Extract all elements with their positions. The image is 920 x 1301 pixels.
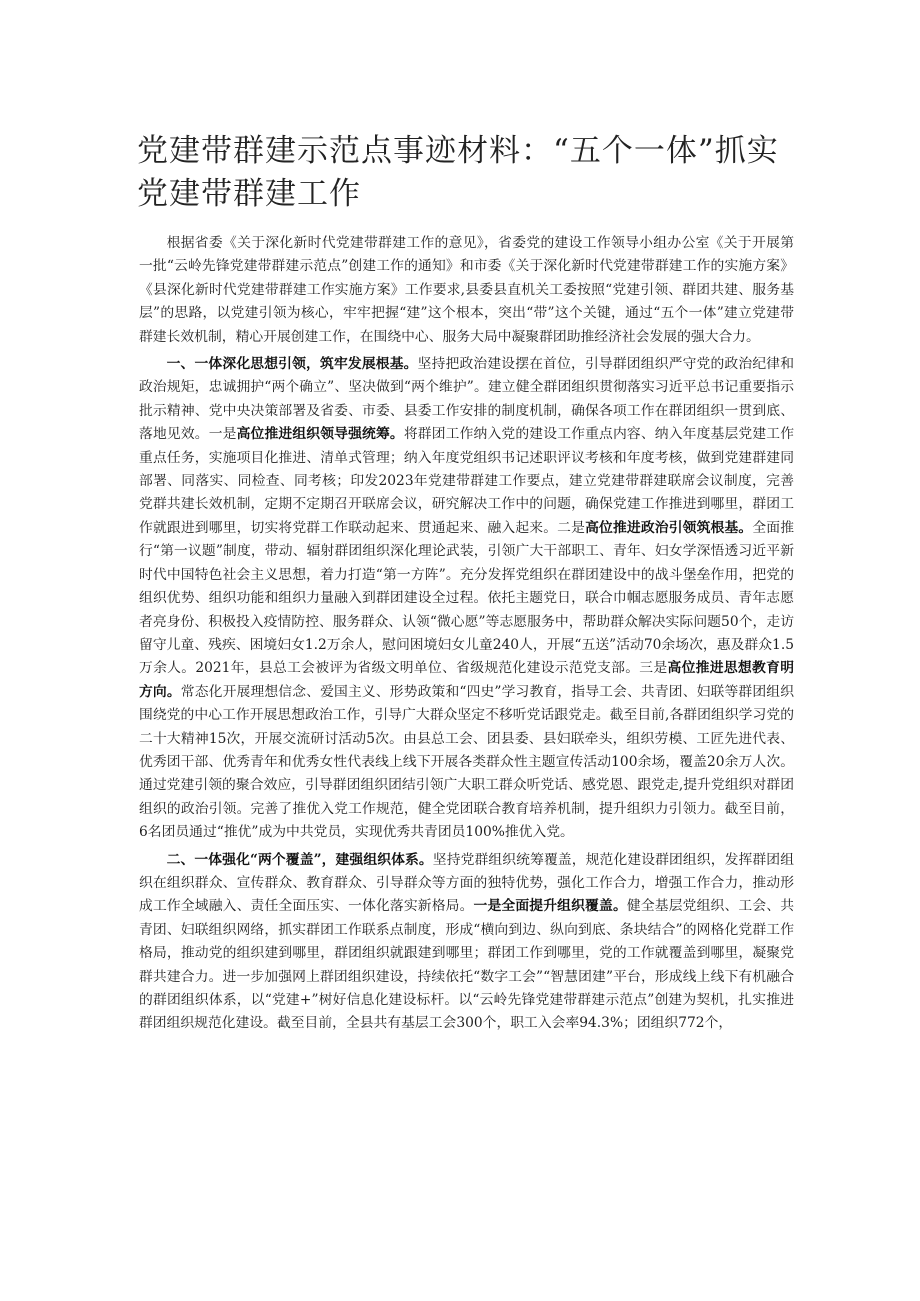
bold-heading-run: 高位推进思想教育明方向。 — [139, 660, 794, 700]
bold-heading-run: 一是全面提升组织覆盖。 — [473, 898, 627, 915]
text-run: 根据省委《关于深化新时代党建带群建工作的意见》，省委党的建设工作领导小组办公室《关于开展第一批“云岭先锋党建带群建示范点”创建工作的通知》和市委《关于深化新时代党建带群建工作的实施方案》《县深化新时代党建带群建工作实施方案》工作要求,县委县直机关工委按照“党建引领、群团共建、服务基层”的思路，以党建引领为核心，牢牢把握“建”这个根本，突出“带”这个关键，通过“五个一体”建立党建带群建长效机制，精心开展创建工作，在围绕中心、服务大局中凝聚群团助推经济社会发展的强大合力。 — [139, 235, 794, 345]
document-body — [139, 232, 794, 1040]
text-run: 全面推行“第一议题”制度，带动、辐射群团组织深化理论武装，引领广大干部职工、青年、妇女学深悟透习近平新时代中国特色社会主义思想，着力打造“第一方阵”。充分发挥党组织在群团建设中的战斗堡垒作用，把党的组织优势、组织功能和组织力量融入到群团建设全过程。依托主题党日，联合巾帼志愿服务成员、青年志愿者亮身份、积极投入疫情防控、服务群众、认领“微心愿”等志愿服务中，帮助群众解决实际问题50个，走访留守儿童、残疾、困境妇女1.2万余人，慰问困境妇女儿童240人，开展“五送”活动70余场次，惠及群众1.5万余人。2021年，县总工会被评为省级文明单位、省级规范化建设示范党支部。三是 — [139, 519, 795, 677]
text-run: 常态化开展理想信念、爱国主义、形势政策和“四史”学习教育，指导工会、共青团、妇联等群团组织围绕党的中心工作开展思想政治工作，引导广大群众坚定不移听党话跟党走。截至目前,各群团组织学习党的二十大精神15次，开展交流研讨活动5次。由县总工会、团县委、县妇联牵头，组织劳模、工匠先进代表、优秀团干部、优秀青年和优秀女性代表线上线下开展各类群众性主题宣传活动100余场，覆盖20余万人次。通过党建引领的聚合效应，引导群团组织团结引领广大职工群众听党话、感党恩、跟党走,提升党组织对群团组织的政治引领。完善了推优入党工作规范，健全党团联合教育培养机制，提升组织力引领力。截至目前，6名团员通过“推优”成为中共党员，实现优秀共青团员100%推优入党。 — [139, 683, 795, 841]
text-run: 将群团工作纳入党的建设工作重点内容、纳入年度基层党建工作重点任务，实施项目化推进、清单式管理；纳入年度党组织书记述职评议考核和年度考核，做到党建群建同部署、同落实、同检查、同考核；印发2023年党建带群建工作要点，建立党建带群建联席会议制度，完善党群共建长效机制，定期不定期召开联席会议，研究解决工作中的问题，确保党建工作推进到哪里，群团工作就跟进到哪里，切实将党群工作联动起来、贯通起来、融入起来。二是 — [139, 426, 795, 536]
text-run: 坚持把政治建设摆在首位，引导群团组织严守党的政治纪律和政治规矩，忠诚拥护“两个确立”、坚决做到“两个维护”。建立健全群团组织贯彻落实习近平总书记重要指示批示精神、党中央决策部署及省委、市委、县委工作安排的制度机制，确保各项工作在群团组织一贯到底、落地见效。一是 — [139, 356, 795, 443]
text-run: 健全基层党组织、工会、共青团、妇联组织网络，抓实群团工作联系点制度，形成“横向到边、纵向到底、条块结合”的网格化党群工作格局，推动党的组织建到哪里，群团组织就跟建到哪里；群团工作到哪里，党的工作就覆盖到哪里，凝聚党群共建合力。进一步加强网上群团组织建设，持续依托“数字工会”“智慧团建”平台，形成线上线下有机融合的群团组织体系，以“党建+”树好信息化建设标杆。以“云岭先锋党建带群建示范点”创建为契机，扎实推进群团组织规范化建设。截至目前，全县共有基层工会300个，职工入会率94.3%；团组织772个， — [139, 898, 795, 1032]
bold-heading-run: 高位推进组织领导强统筹。 — [236, 426, 404, 443]
text-run: 坚持党群组织统筹覆盖，规范化建设群团组织，发挥群团组织在组织群众、宣传群众、教育群众、引导群众等方面的独特优势，强化工作合力，增强工作合力，推动形成工作全域融入、责任全面压实、一体化落实新格局。 — [139, 851, 794, 915]
body-paragraph — [139, 353, 794, 845]
document-title: 党建带群建示范点事迹材料：“五个一体”抓实党建带群建工作 — [137, 133, 779, 212]
bold-heading-run: 二、一体强化“两个覆盖”，建强组织体系。 — [166, 851, 433, 868]
bold-heading-run: 一、一体深化思想引领，筑牢发展根基。 — [166, 356, 418, 373]
bold-heading-run: 高位推进政治引领筑根基。 — [585, 519, 753, 536]
body-paragraph — [139, 232, 794, 349]
body-paragraph — [139, 849, 794, 1036]
